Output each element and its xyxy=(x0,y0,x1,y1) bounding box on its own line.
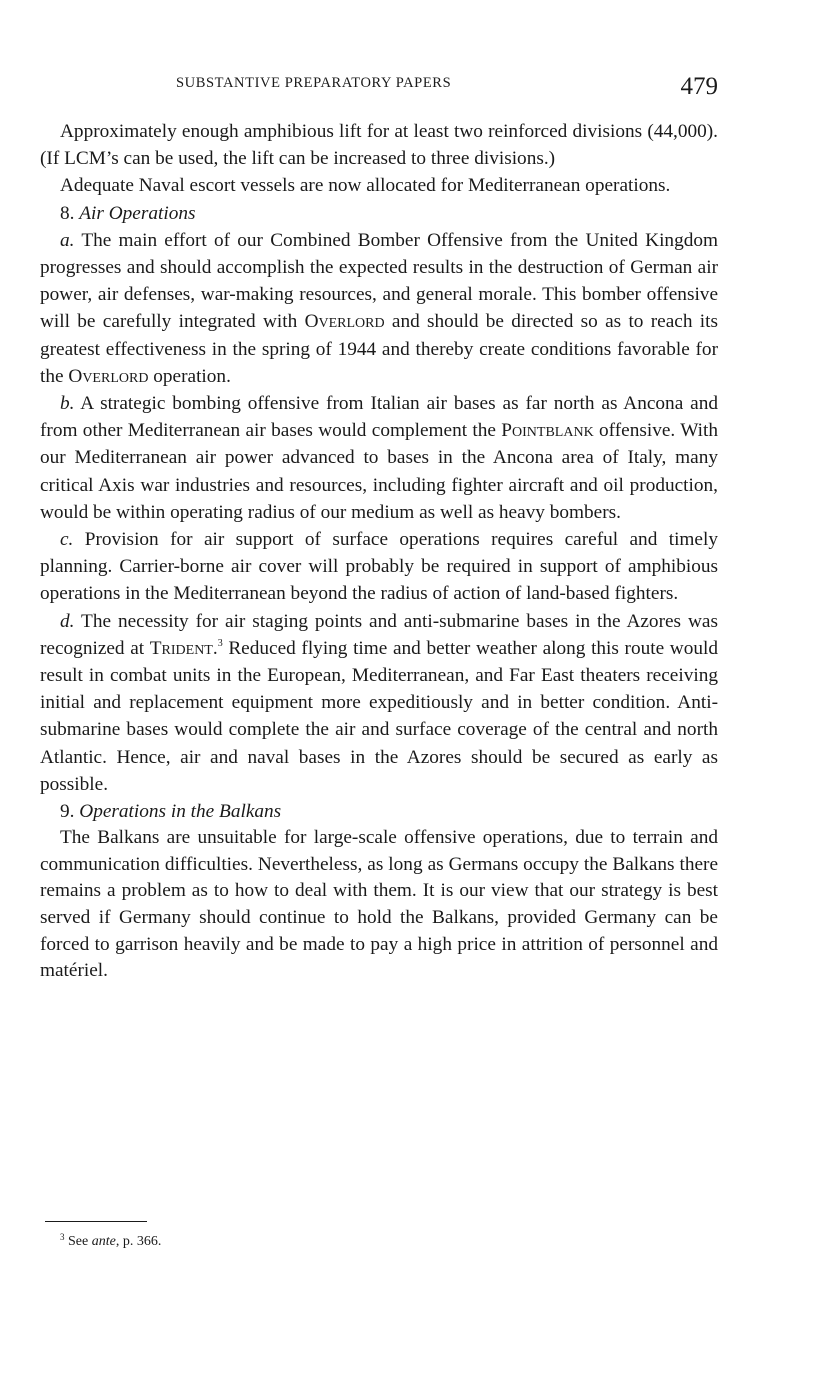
footnote-reference[interactable]: 3 xyxy=(217,637,223,649)
footnote-ref: ante xyxy=(91,1234,116,1249)
paragraph-d: d. The necessity for air staging points and anti-submarine bases in the Azores was recognized at Trident.$^3$ Reduced flying time and better weather along this route would result in combat units in the European, Mediterranean, and Far East theaters receiving initial and replacement equipment more expeditiously and in better condition. Anti-submarine bases would complete the air and surface coverage of the central and north Atlantic. Hence, air and naval bases in the Azores should be secured as early as possible. xyxy=(40,610,718,795)
section-heading-air-operations xyxy=(40,200,718,227)
code-name-trident: Trident xyxy=(149,637,213,659)
paragraph-text: operation. xyxy=(148,365,231,387)
page-number: 479 xyxy=(680,73,718,100)
paragraph-text: Provision for air support of surface operations requires careful and timely planning. Carrier-borne air cover will probably be required in support of amphibious operations in the Mediterranean beyond the radius of action of land-based fighters. xyxy=(40,529,718,605)
paragraph-text: and should be directed so as to reach its greatest effectiveness in the spring of 1944 and thereby create conditions favorable for the xyxy=(40,311,718,387)
footnote-number: 3 xyxy=(60,1232,65,1242)
paragraph-text: offensive. With our Mediterranean air power advanced to bases in the Ancona area of Italy, many critical Axis war industries and resources, including fighter aircraft and oil production, would be within operating radius of our medium as well as heavy bombers. xyxy=(40,420,718,523)
paragraph-text: The main effort of our Combined Bomber Offensive from the United Kingdom progresses and should accomplish the expected results in the destruction of German air power, air defenses, war-making resources, and general morale. This bomber offensive will be carefully integrated with xyxy=(40,229,718,333)
footnote xyxy=(60,1233,161,1251)
paragraph-label: d. xyxy=(60,610,75,632)
section-heading-balkans xyxy=(40,798,718,825)
paragraph-label: a. xyxy=(60,229,75,251)
paragraph-b xyxy=(40,390,718,526)
running-head: SUBSTANTIVE PREPARATORY PAPERS xyxy=(176,75,452,91)
footnote-text: See xyxy=(64,1234,92,1249)
paragraph-text: Reduced flying time and better weather along this route would result in combat units in the European, Mediterranean, and Far East theaters receiving initial and replacement equipment more expeditiously and in better condition. Anti-submarine bases would complete the air and surface coverage of the central and north Atlantic. Hence, air and naval bases in the Azores should be secured as early as possible. xyxy=(40,637,718,795)
code-name-overlord: Overlord xyxy=(68,365,149,387)
paragraph-label: c. xyxy=(60,529,74,551)
body-text xyxy=(40,118,718,985)
paragraph-amphibious-lift: Approximately enough amphibious lift for at least two reinforced divisions (44,000). (If LCM’s can be used, the lift can be increased to three divisions.) xyxy=(40,121,718,170)
footnote-divider xyxy=(45,1221,147,1222)
footnote-text: , p. 366. xyxy=(115,1234,162,1249)
paragraph-naval-escort: Adequate Naval escort vessels are now allocated for Mediterranean operations. xyxy=(60,175,671,197)
section-number: 9. xyxy=(60,801,80,823)
code-name-pointblank: Pointblank xyxy=(501,420,594,442)
code-name-overlord: Overlord xyxy=(304,311,385,333)
paragraph-text: The necessity for air staging points and anti-submarine bases in the Azores was recognized at xyxy=(40,610,718,659)
paragraph-label: b. xyxy=(60,393,75,415)
paragraph-text: A strategic bombing offensive from Italian air bases as far north as Ancona and from other Mediterranean air bases would complement the xyxy=(40,393,718,442)
paragraph-c xyxy=(40,526,718,608)
section-number: 8. xyxy=(60,202,80,224)
paragraph-a xyxy=(40,227,718,390)
paragraph-balkans: The Balkans are unsuitable for large-scale offensive operations, due to terrain and communication difficulties. Nevertheless, as long as Germans occupy the Balkans there remains a problem as to how to deal with them. It is our view that our strategy is best served if Germany should continue to hold the Balkans, provided Germany can be forced to garrison heavily and be made to pay a high price in attrition of personnel and matériel. xyxy=(40,827,718,982)
section-title: Air Operations xyxy=(79,202,196,224)
section-title: Operations in the Balkans xyxy=(79,801,282,823)
page-header xyxy=(40,70,718,106)
